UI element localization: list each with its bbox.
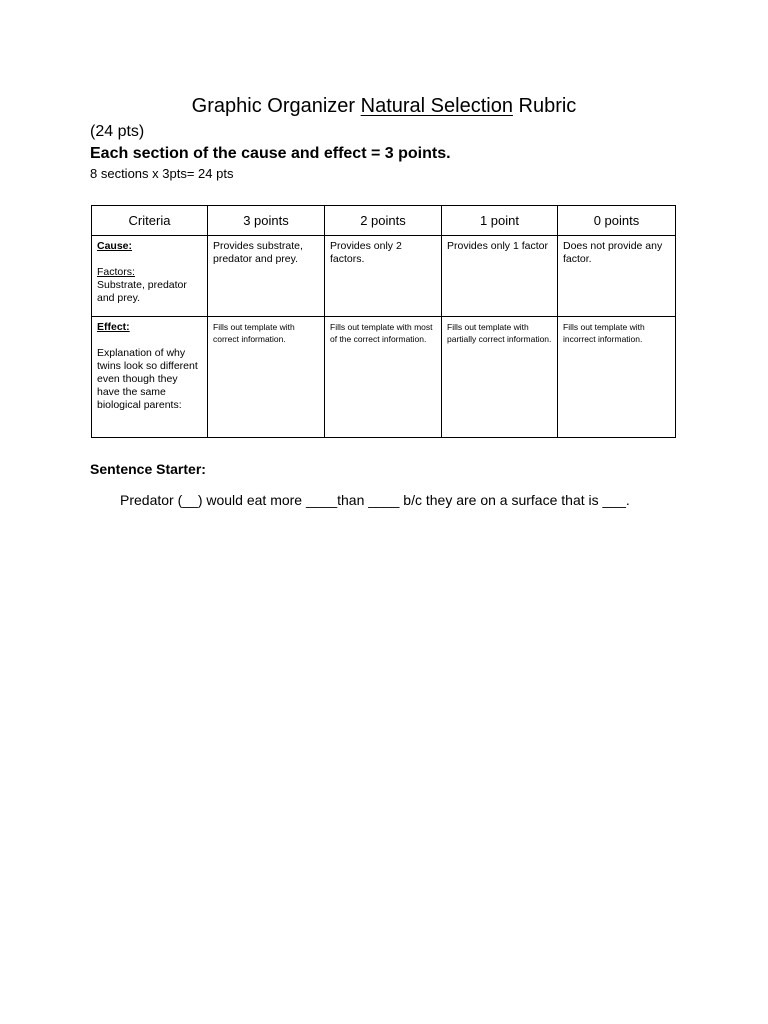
points-total: (24 pts) [90,123,145,140]
effect-criteria-cell [92,317,208,438]
title-suffix: Rubric [512,95,577,117]
table-row-effect [92,317,676,438]
effect-3-points-cell: Fills out template with correct information. [208,317,325,438]
header-3-points: 3 points [208,206,325,236]
table-row-cause [92,236,676,317]
header-criteria: Criteria [92,206,208,236]
cause-1-point-cell: Provides only 1 factor [442,236,558,317]
cause-3-points-cell: Provides substrate, predator and prey. [208,236,325,317]
effect-label: Effect: [97,321,130,333]
effect-0-points-cell: Fills out template with incorrect information. [558,317,676,438]
cause-criteria-cell [92,236,208,317]
title-underlined: Natural Selection [360,95,513,117]
header-2-points: 2 points [325,206,442,236]
cause-factors-text: Substrate, predator and prey. [97,279,187,304]
sentence-starter-text: Predator (__) would eat more ____than ____ b/c they are on a surface that is ___. [120,492,630,508]
header-1-point: 1 point [442,206,558,236]
section-points-heading: Each section of the cause and effect = 3 points. [90,145,451,162]
document-title [0,92,768,120]
header-0-points: 0 points [558,206,676,236]
cause-label: Cause: [97,240,133,252]
cause-0-points-cell: Does not provide any factor. [558,236,676,317]
table-header-row [92,206,676,236]
title-prefix: Graphic Organizer [191,95,361,117]
cause-factors-label: Factors: [97,266,135,278]
cause-2-points-cell: Provides only 2 factors. [325,236,442,317]
effect-1-point-cell: Fills out template with partially correct information. [442,317,558,438]
rubric-table [91,205,676,438]
sentence-starter-label: Sentence Starter: [90,461,206,477]
sections-note: 8 sections x 3pts= 24 pts [90,166,234,181]
effect-description: Explanation of why twins look so different even though they have the same biological parents: [97,347,198,411]
effect-2-points-cell: Fills out template with most of the correct information. [325,317,442,438]
